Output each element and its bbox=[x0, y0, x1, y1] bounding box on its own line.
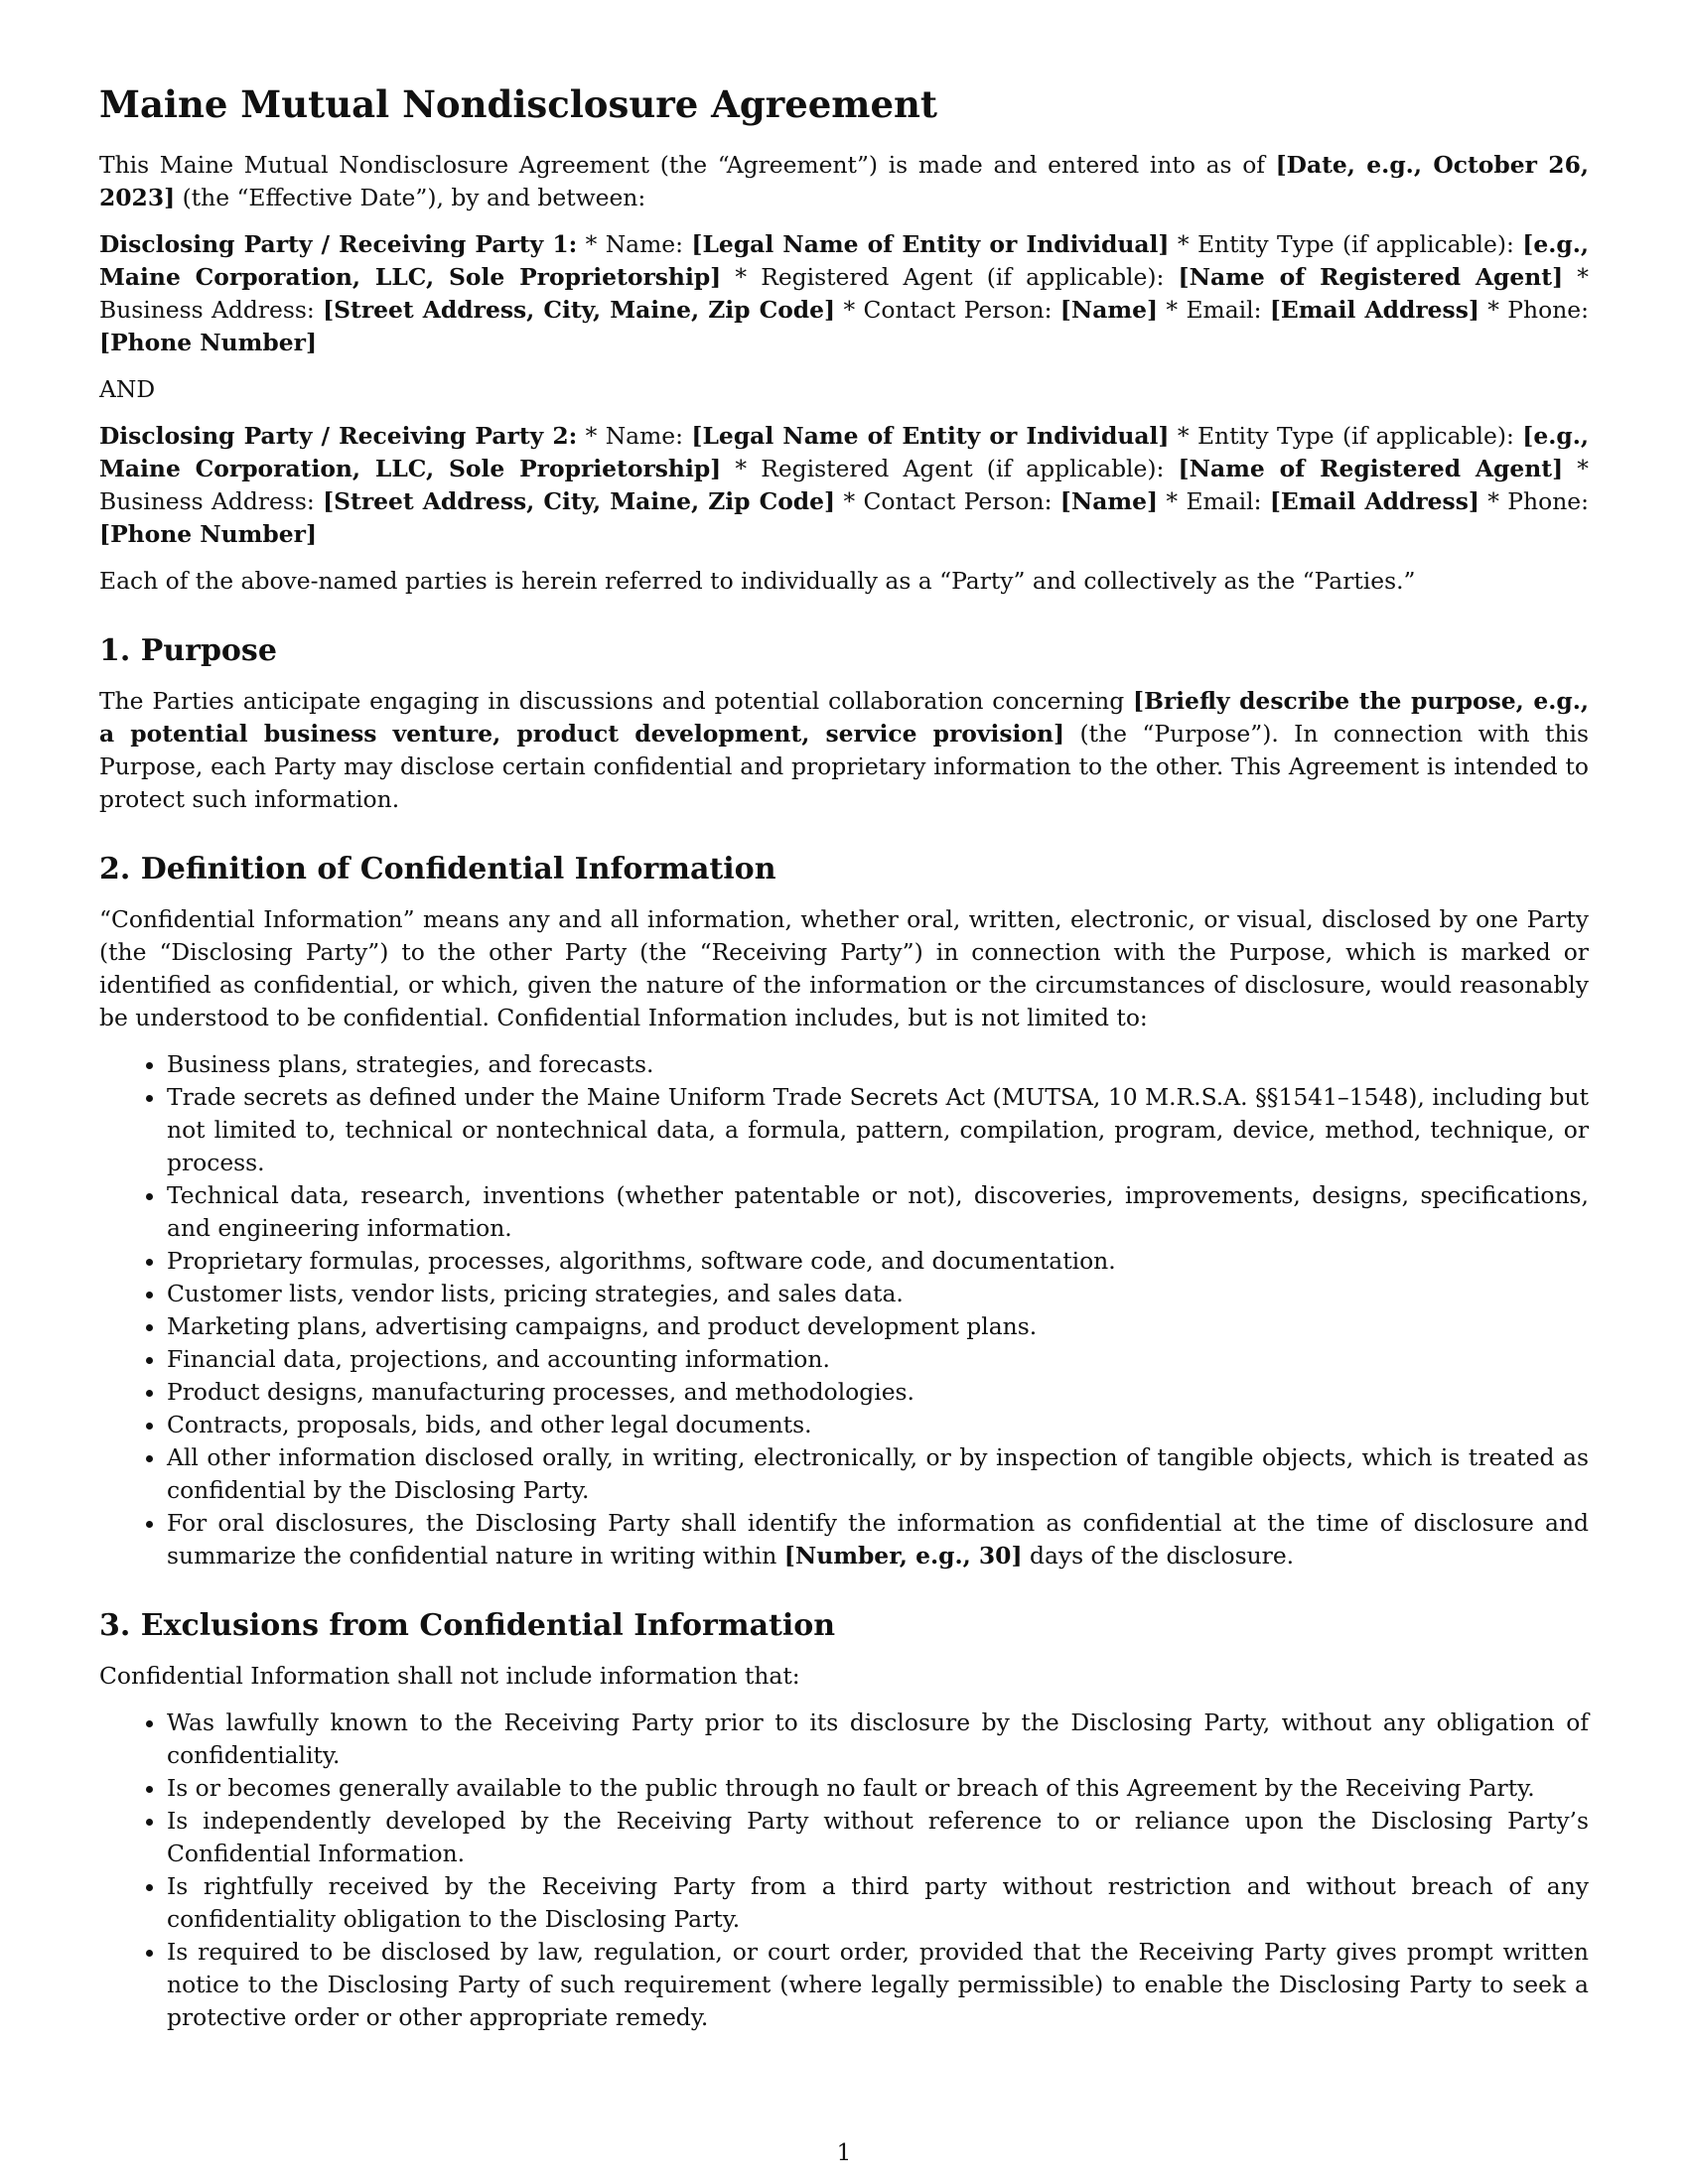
list-item: • Was lawfully known to the Receiving Party prior to its disclosure by the Disclosing Party, without any obligation of confidentiality. bbox=[167, 1706, 1589, 1772]
list-item: • Is required to be disclosed by law, regulation, or court order, provided that the Receiving Party gives prompt written notice to the Disclosing Party of such requirement (where legally permissible) to enable the Disclosing Party to seek a protective order or other appropriate remedy. bbox=[167, 1936, 1589, 2034]
party2-name-value: [Legal Name of Entity or Individual] bbox=[691, 422, 1170, 450]
party1-email-label: * Email: bbox=[1158, 296, 1270, 324]
party2-contact-value: [Name] bbox=[1059, 487, 1159, 515]
party2-address-label: * Business Address: bbox=[99, 455, 1589, 515]
intro-text: This Maine Mutual Nondisclosure Agreement (the “Agreement”) is made and entered into as of bbox=[99, 151, 1276, 179]
party2-address-value: [Street Address, City, Maine, Zip Code] bbox=[323, 487, 836, 515]
party2-email-label: * Email: bbox=[1158, 487, 1270, 515]
party1-contact-label: * Contact Person: bbox=[835, 296, 1060, 324]
exclusions-list bbox=[99, 1706, 1589, 2034]
party2-agent-label: * Registered Agent (if applicable): bbox=[721, 455, 1179, 482]
party2-name-label: * Name: bbox=[577, 422, 692, 450]
list-item: • Is rightfully received by the Receiving Party from a third party without restriction and without breach of any confidentiality obligation to the Disclosing Party. bbox=[167, 1870, 1589, 1936]
list-item: • Financial data, projections, and accounting information. bbox=[167, 1343, 1589, 1376]
list-item: • Proprietary formulas, processes, algorithms, software code, and documentation. bbox=[167, 1245, 1589, 1278]
party2-entity-label: * Entity Type (if applicable): bbox=[1169, 422, 1523, 450]
list-item-oral-disclosure bbox=[167, 1507, 1589, 1572]
party2-heading: Disclosing Party / Receiving Party 2: bbox=[99, 422, 578, 450]
section2-heading: 2. Definition of Confidential Information bbox=[99, 852, 776, 887]
list-item: • Technical data, research, inventions (whether patentable or not), discoveries, improvements, designs, specifications, and engineering information. bbox=[167, 1179, 1589, 1245]
intro-text-end: (the “Effective Date”), by and between: bbox=[175, 184, 646, 211]
section1-heading: 1. Purpose bbox=[99, 633, 277, 668]
party2-contact-label: * Contact Person: bbox=[835, 487, 1060, 515]
oral-text: For oral disclosures, the Disclosing Party shall identify the information as confidential at the time of disclosure and summarize the confidential nature in writing within bbox=[167, 1509, 1589, 1570]
oral-text-end: days of the disclosure. bbox=[1022, 1542, 1295, 1570]
date-placeholder: [Date, e.g., October 26, 2023] bbox=[99, 151, 1589, 211]
list-item: • All other information disclosed orally, in writing, electronically, or by inspection of tangible objects, which is treated as confidential by the Disclosing Party. bbox=[167, 1441, 1589, 1507]
party1-contact-value: [Name] bbox=[1059, 296, 1159, 324]
party2-phone-value: [Phone Number] bbox=[99, 520, 318, 548]
list-item: • Customer lists, vendor lists, pricing strategies, and sales data. bbox=[167, 1278, 1589, 1310]
party1-agent-value: [Name of Registered Agent] bbox=[1178, 263, 1564, 291]
section1-paragraph bbox=[99, 685, 1589, 816]
page-number: 1 bbox=[836, 2140, 852, 2166]
list-item: • Business plans, strategies, and forecasts. bbox=[167, 1048, 1589, 1081]
section2-paragraph: “Confidential Information” means any and all information, whether oral, written, electronic, or visual, disclosed by one Party (the “Disclosing Party”) to the other Party (the “Receiving Party”) in connection with the Purpose, which is marked or identified as confidential, or which, given the nature of the information or the circumstances of disclosure, would reasonably be understood to be confidential. Confidential Information includes, but is not limited to: bbox=[99, 905, 1589, 1031]
section3-paragraph: Confidential Information shall not include information that: bbox=[99, 1662, 800, 1690]
party1-heading: Disclosing Party / Receiving Party 1: bbox=[99, 230, 578, 258]
list-item: • Is or becomes generally available to the public through no fault or breach of this Agreement by the Receiving Party. bbox=[167, 1772, 1589, 1805]
party1-entity-label: * Entity Type (if applicable): bbox=[1169, 230, 1523, 258]
party1-block bbox=[99, 228, 1589, 359]
days-placeholder: [Number, e.g., 30] bbox=[783, 1542, 1023, 1570]
document-title: Maine Mutual Nondisclosure Agreement bbox=[99, 82, 937, 126]
party1-address-label: * Business Address: bbox=[99, 263, 1589, 324]
party1-phone-value: [Phone Number] bbox=[99, 329, 318, 356]
list-item: • Marketing plans, advertising campaigns, and product development plans. bbox=[167, 1310, 1589, 1343]
list-item: • Contracts, proposals, bids, and other legal documents. bbox=[167, 1409, 1589, 1441]
intro-paragraph bbox=[99, 149, 1589, 214]
party1-agent-label: * Registered Agent (if applicable): bbox=[721, 263, 1179, 291]
party2-agent-value: [Name of Registered Agent] bbox=[1178, 455, 1564, 482]
party1-name-label: * Name: bbox=[577, 230, 692, 258]
section1-text-end: (the “Purpose”). In connection with this Purpose, each Party may disclose certain confidential and proprietary information to the other. This Agreement is intended to protect such information. bbox=[99, 720, 1589, 813]
confidential-info-list bbox=[99, 1048, 1589, 1572]
list-item: • Product designs, manufacturing processes, and methodologies. bbox=[167, 1376, 1589, 1409]
party1-address-value: [Street Address, City, Maine, Zip Code] bbox=[323, 296, 836, 324]
list-item: • Is independently developed by the Receiving Party without reference to or reliance upon the Disclosing Party’s Confidential Information. bbox=[167, 1805, 1589, 1870]
party1-entity-value: [e.g., Maine Corporation, LLC, Sole Proprietorship] bbox=[99, 230, 1589, 291]
party1-name-value: [Legal Name of Entity or Individual] bbox=[691, 230, 1170, 258]
section1-text: The Parties anticipate engaging in discussions and potential collaboration concerning bbox=[99, 687, 1134, 715]
section3-heading: 3. Exclusions from Confidential Information bbox=[99, 1608, 836, 1643]
party1-phone-label: * Phone: bbox=[1478, 296, 1589, 324]
party2-phone-label: * Phone: bbox=[1478, 487, 1589, 515]
parties-definition: Each of the above-named parties is herein referred to individually as a “Party” and collectively as the “Parties.” bbox=[99, 567, 1416, 595]
purpose-placeholder: [Briefly describe the purpose, e.g., a potential business venture, product development, service provision] bbox=[99, 687, 1589, 748]
and-separator: AND bbox=[99, 375, 156, 403]
party2-entity-value: [e.g., Maine Corporation, LLC, Sole Proprietorship] bbox=[99, 422, 1589, 482]
document-page bbox=[99, 81, 1589, 2034]
party2-email-value: [Email Address] bbox=[1269, 487, 1479, 515]
party2-block bbox=[99, 420, 1589, 551]
party1-email-value: [Email Address] bbox=[1269, 296, 1479, 324]
list-item: • Trade secrets as defined under the Maine Uniform Trade Secrets Act (MUTSA, 10 M.R.S.A. §§1541–1548), including but not limited to, technical or nontechnical data, a formula, pattern, compilation, program, device, method, technique, or process. bbox=[167, 1081, 1589, 1179]
